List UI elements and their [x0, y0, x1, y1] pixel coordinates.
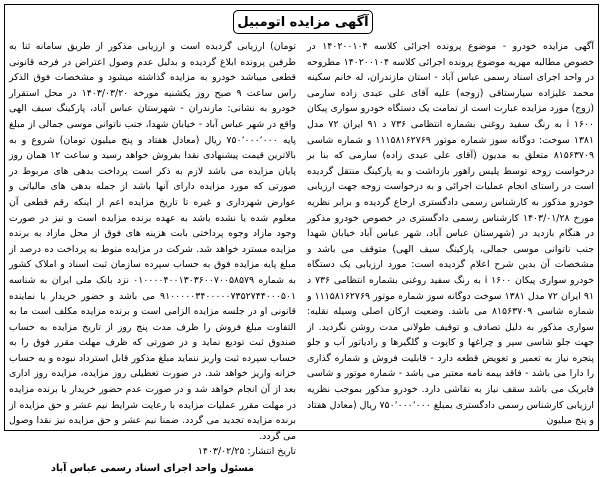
- publish-date: تاریخ انتشار: ۱۴۰۳/۰۲/۲۵: [197, 446, 296, 458]
- auction-notice: [4, 4, 599, 475]
- notice-column-left: [9, 39, 296, 475]
- notice-text-right: آگهی مزایده خودرو - موضوع پرونده اجرائی کلاسه ۱۴۰۲۰۰۱۰۴ در خصوص مطالبه مهریه موضوع پرونده اجرائی کلاسه ۱۴۰۲۰۰۱۰۴ مطروحه در واحد اجرای اسناد رسمی عباس آباد - استان مازندران، له خانم سکینه محمد علیزاده سیارستاقی (زوجه) علیه آقای علی عبدی زاده سارمی (زوج) مورد مزایده عبارت است از تمامت یک دستگاه خودرو سواری پیکان ۱۶۰۰ i به رنگ سفید روغنی بشماره انتظامی ۷۳۶ د ۹۱ ایران ۷۲ مدل ۱۳۸۱ سوخت: دوگانه سوز شماره موتور ۱۱۱۵۸۱۶۲۷۶۹ و شماره شاسی ۸۱۵۶۳۷۰۹ متعلق به مدیون (آقای علی عبدی زاده) سارمی که بنا بر درخواست زوجه توسط پلیس راهور بازداشت و به پارکینگ منتقل گردیده است در راستای انجام عملیات اجرائی و به درخواست زوجه جهت ارزیابی خودرو مذکور به کارشناس رسمی دادگستری ارجاع گردیده و برابر نظریه مورخ ۱۴۰۳/۰۱/۲۸ کارشناس رسمی دادگستری در خصوص خودرو مذکور در هنگام بازدید در (شهرستان عباس آباد، شهر عباس آباد خیابان شهدا جنب ناتوانی موسی جمالی، پارکینگ سیف الهی) متوقف می باشد و مشخصات آن بدین شرح اعلام گردیده است: مورد ارزیابی یک دستگاه خودرو سواری پیکان ۱۶۰۰ i به رنگ سفید روغنی بشماره انتظامی ۷۳۶ د ۹۱ ایران ۷۲ مدل ۱۳۸۱ سوخت دوگانه سوز شماره موتور ۱۱۱۵۸۱۶۲۷۶۹ و شماره شاسی ۸۱۵۶۳۷۰۹ می باشد. وضعیت ارکان اصلی وسیله نقلیه: سواری مذکور به دلیل تصادف و توقیف طولانی مدت روشن نگردید. از جهت جلو شاسی سپر و چراغها و کاپوت و گلگیرها و رادیاتور آب و جلو پنجره نیاز به تعمیر و تعویض قطعه دارد - قابلیت فروش و شماره گذاری را دارا می باشد - فاقد بیمه نامه معتبر می باشد - شماره موتور و شاسی فابریک می باشد سقف نیاز به نقاشی دارد. خودرو مذکور بموجب نظریه ارزیابی کارشناس رسمی دادگستری بمبلغ ۷۵۰٬۰۰۰٬۰۰۰ ریال (معادل هفتاد و پنج میلیون: [307, 41, 595, 427]
- notice-title: آگهی مزایده اتومبیل: [233, 10, 373, 34]
- notice-text-left: تومان) ارزیابی گردیده است و ارزیابی مذکور از طریق سامانه ثنا به طرفین پرونده ابلاغ گردیده و بدلیل عدم وصول اعتراض در فرجه قانونی قطعی میباشد خودرو به مزایده گذاشته میشود و مشخصات فوق الذکر راس ساعت ۹ صبح روز یکشنبه مورخه ۱۴۰۳/۰۳/۲۰ در محل استقرار خودرو به نشانی: مازندران - شهرستان عباس آباد، پارکینگ سیف الهی واقع در شهر عباس آباد - خیابان شهدا، جنب ناتوانی موسی جمالی از مبلغ پایه ۷۵۰٬۰۰۰٬۰۰۰ ریال (معادل هفتاد و پنج میلیون تومان) شروع و به بالاترین قیمت پیشنهادی نقدا بفروش خواهد رسید و ساعت ۱۲ همان روز پایان مزایده می باشد لازم به ذکر است پرداخت بدهی های مربوط در صورتی که مورد مزایده دارای آنها باشد از جمله بدهی های مالیاتی و عوارض شهرداری و غیره تا تاریخ مزایده اعم از اینکه رقم قطعی آن معلوم شده یا نشده باشد به عهده برنده مزایده است و نیز در صورت وجود مازاد وجوه پرداختی بابت هزینه های فوق از محل مازاد به برنده مزایده مسترد خواهد شد. شرکت در مزایده منوط به پرداخت ده درصد از مبلغ پایه مزایده فوق به حساب سپرده سازمان ثبت اسناد و املاک کشور به شماره ۰۱۰۰۰۰۴۰۰۱۳۰۳۶۰۰۷۰۰۵۸۵۷۹ نزد بانک ملی ایران به شناسه ۹۱۰۰۰۰۰۳۴۰۰۰۰۰۷۳۵۲۷۴۴۰۰۰۵۰۱ می باشد و حضور خریدار یا نماینده قانونی او در جلسه مزایده الزامی است و برنده مزایده مکلف است ما به التفاوت مبلغ فروش را ظرف مدت پنج روز از تاریخ مزایده به حساب صندوق ثبت تودیع نماید و در صورتی که ظرف مهلت مقرر فوق را به حساب سپرده ثبت واریز ننماید مبلغ مذکور قابل استرداد نبوده و به حساب خزانه واریز خواهد شد. در صورت تعطیلی روز مزایده، مزایده روز اداری بعد از آن انجام خواهد شد و در صورت عدم حضور خریدار یا برنده مزایده در مهلت مقرر عملیات مزایده با رعایت شرایط نیم عشر و حق مزایده از برنده مزایده تجدید می گردد. ضمنا نیم عشر و حق مزایده نیز نقدا وصول می گردد.: [9, 41, 296, 442]
- notice-column-right: [307, 39, 594, 427]
- signature: مسئول واحد اجرای اسناد رسمی عباس آباد: [51, 463, 254, 475]
